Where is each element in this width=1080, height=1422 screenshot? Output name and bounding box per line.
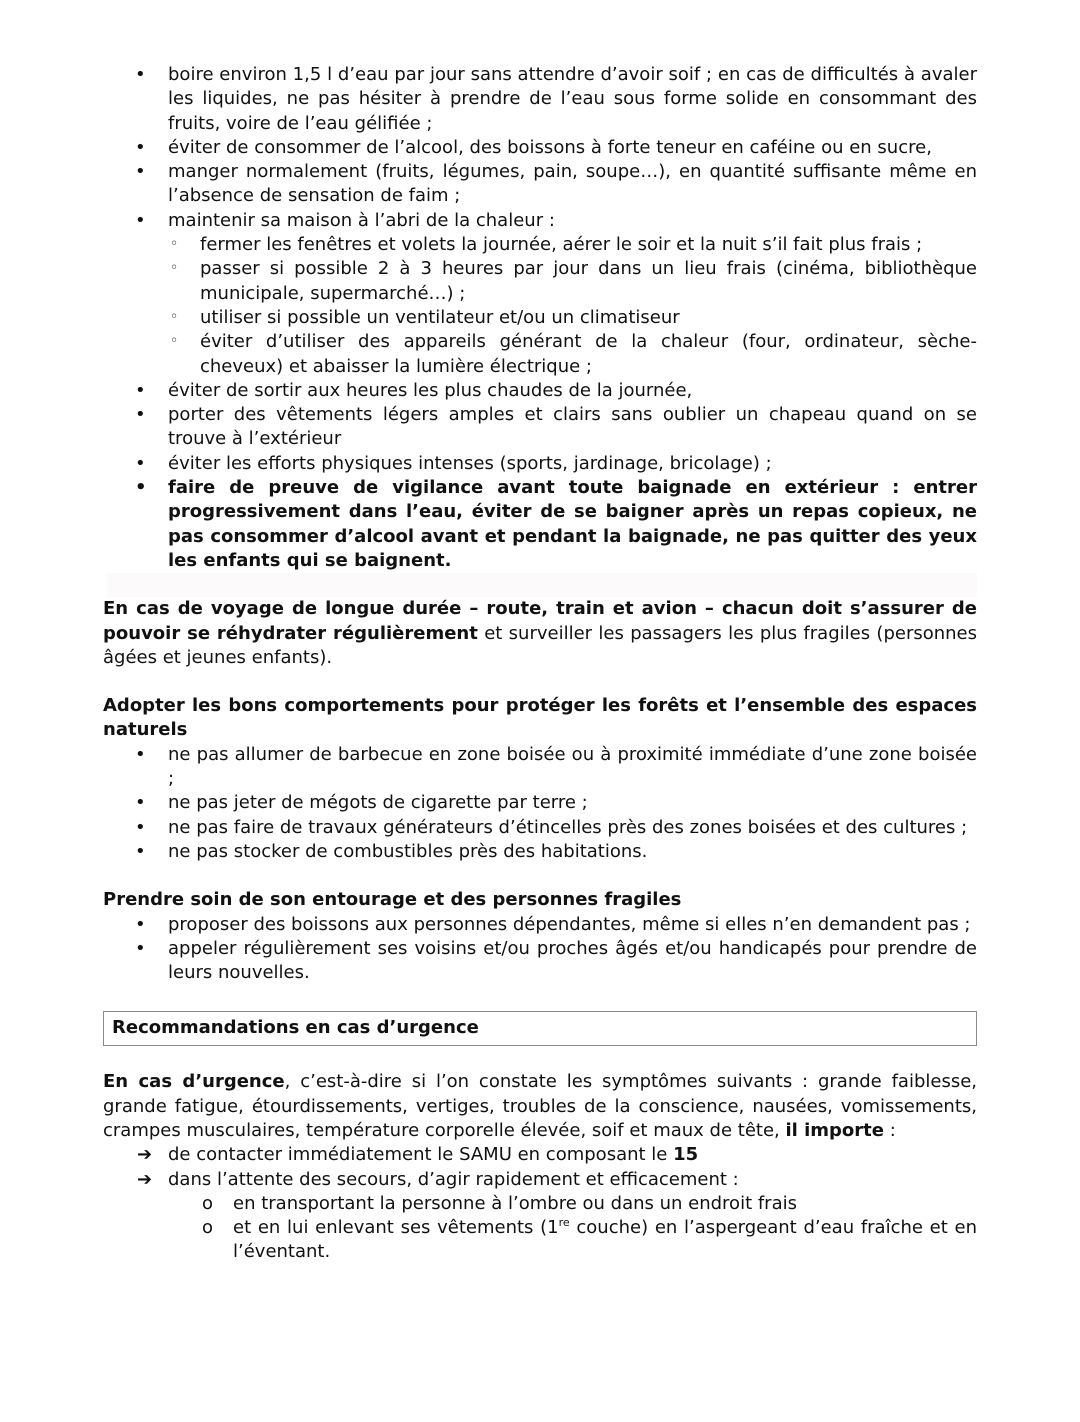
- section-title-box: [103, 1011, 977, 1046]
- list-item: • manger normalement (fruits, légumes, pain, soupe…), en quantité suffisante même en l’absence de sensation de faim ;: [135, 161, 977, 207]
- o-bullet: o: [202, 1217, 214, 1239]
- circle-bullet: ◦: [170, 236, 179, 253]
- circle-bullet: ◦: [170, 333, 179, 350]
- section-title: Recommandations en cas d’urgence: [112, 1017, 479, 1039]
- list-item-bold: • faire de preuve de vigilance avant toute baignade en extérieur : entrer progressivement dans l’eau, éviter de se baigner après un repas copieux, ne pas consommer d’alcool avant et pendant la baignade, ne pas quitter des yeux les enfants qui se baignent.: [135, 477, 977, 571]
- list-item: • appeler régulièrement ses voisins et/ou proches âgés et/ou handicapés pour prendre de leurs nouvelles.: [135, 937, 977, 984]
- bullet: •: [135, 937, 146, 959]
- forest-heading: Adopter les bons comportements pour protéger les forêts et l’ensemble des espaces naturels: [103, 695, 977, 741]
- forest-list: [103, 743, 977, 864]
- list-item: ➔ de contacter immédiatement le SAMU en composant le 15: [103, 1143, 977, 1167]
- list-item: • ne pas jeter de mégots de cigarette par terre ;: [103, 791, 977, 815]
- list-item: ➔ dans l’attente des secours, d’agir rapidement et efficacement : o en transportant la personne à l’ombre ou dans un endroit frais o et en lui enlevant ses vêtements (1re couche) en l’aspergeant d’eau fraîche et en l’éventant.: [103, 1168, 977, 1265]
- o-bullet: o: [202, 1192, 214, 1214]
- list-item: • éviter les efforts physiques intenses (sports, jardinage, bricolage) ;: [103, 452, 977, 476]
- list-item: ◦ passer si possible 2 à 3 heures par jour dans un lieu frais (cinéma, bibliothèque municipale, supermarché…) ;: [170, 258, 977, 304]
- list-item: o et en lui enlevant ses vêtements (1re couche) en l’aspergeant d’eau fraîche et en l’éventant.: [202, 1216, 977, 1263]
- list-item: ◦ utiliser si possible un ventilateur et/ou un climatiseur: [170, 306, 680, 328]
- bullet: •: [135, 161, 146, 183]
- bullet: •: [135, 452, 146, 474]
- bullet: •: [135, 913, 146, 935]
- list-item: • proposer des boissons aux personnes dépendantes, même si elles n’en demandent pas ;: [103, 913, 977, 937]
- list-item: • éviter de sortir aux heures les plus chaudes de la journée,: [103, 379, 977, 403]
- circle-bullet: ◦: [170, 308, 179, 325]
- bullet: •: [135, 743, 146, 765]
- travel-paragraph: En cas de voyage de longue durée – route, train et avion – chacun doit s’assurer de pouvoir se réhydrater régulièrement et surveiller les passagers les plus fragiles (personnes âgées et jeunes enfants).: [103, 598, 977, 668]
- list-item: • ne pas stocker de combustibles près des habitations.: [103, 840, 977, 864]
- care-list: [103, 913, 977, 986]
- urgence-paragraph: En cas d’urgence, c’est-à-dire si l’on constate les symptômes suivants : grande faiblesse, grande fatigue, étourdissements, vertiges, troubles de la conscience, nausées, vomissements, crampes musculaires, température corporelle élevée, soif et maux de tête, il importe :: [103, 1071, 978, 1141]
- bullet: •: [135, 379, 146, 401]
- list-item: • ne pas faire de travaux générateurs d’étincelles près des zones boisées et des cultures ;: [103, 816, 977, 840]
- arrow-icon: ➔: [137, 1144, 153, 1166]
- arrow-icon: ➔: [137, 1168, 153, 1190]
- urgence-actions: [103, 1143, 977, 1264]
- list-item: • éviter de consommer de l’alcool, des boissons à forte teneur en caféine ou en sucre,: [103, 136, 977, 160]
- document-page: [103, 63, 977, 1265]
- bullet: •: [135, 477, 147, 499]
- bullet: •: [135, 792, 146, 814]
- samu-number: 15: [673, 1144, 699, 1166]
- list-item: • maintenir sa maison à l’abri de la chaleur : ◦ fermer les fenêtres et volets la journée, aérer le soir et la nuit s’il fait plus frais ; ◦ passer si possible 2 à 3 heures par jour dans un lieu frais (cinéma, bibliothèque municipale, supermarché…) ; ◦ utiliser si possible un ventilateur et/ou un climatiseur ◦ éviter d’utiliser des appareils générant de la chaleur (four, ordinateur, sèche-cheveux) et abaisser la lumière électrique ;: [103, 209, 977, 379]
- list-item: o en transportant la personne à l’ombre ou dans un endroit frais: [168, 1192, 977, 1216]
- bullet: •: [135, 840, 146, 862]
- list-item: ◦ éviter d’utiliser des appareils générant de la chaleur (four, ordinateur, sèche-cheveux) et abaisser la lumière électrique ;: [170, 331, 977, 377]
- bullet: •: [135, 209, 146, 231]
- list-item: ◦ fermer les fenêtres et volets la journée, aérer le soir et la nuit s’il fait plus frais ;: [170, 234, 923, 256]
- list-item: • ne pas allumer de barbecue en zone boisée ou à proximité immédiate d’une zone boisée ;: [135, 743, 977, 790]
- care-heading: Prendre soin de son entourage et des personnes fragiles: [103, 889, 682, 911]
- bullet: •: [135, 404, 146, 426]
- bullet: •: [135, 816, 146, 838]
- bullet: •: [135, 64, 146, 85]
- list-item: • boire environ 1,5 l d’eau par jour sans attendre d’avoir soif ; en cas de difficultés à avaler les liquides, ne pas hésiter à prendre de l’eau sous forme solide en consommant des fruits, voire de l’eau gélifiée ;: [135, 64, 977, 134]
- circle-bullet: ◦: [170, 260, 179, 277]
- urgence-sublist: [168, 1192, 977, 1265]
- list-item: • porter des vêtements légers amples et clairs sans oublier un chapeau quand on se trouve à l’extérieur: [135, 404, 977, 450]
- bullet: •: [135, 136, 146, 158]
- advice-list: [103, 63, 977, 573]
- house-sublist: [168, 233, 977, 379]
- shaded-spacer: [107, 573, 977, 597]
